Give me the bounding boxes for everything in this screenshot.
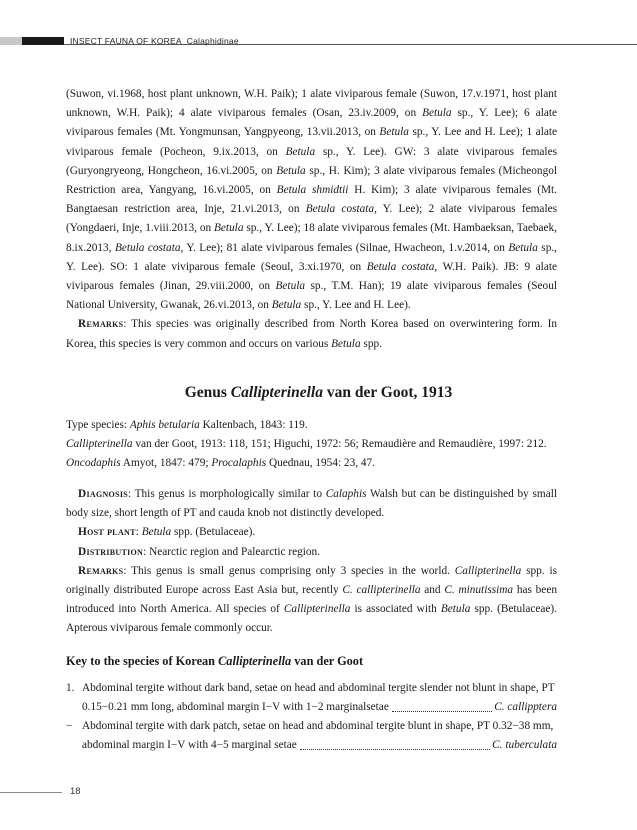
section-label: Remarks [78, 564, 124, 577]
running-header [70, 36, 239, 46]
key-couplet-number: 1. [66, 682, 75, 694]
text-run: , Y. Lee); 81 alate viviparous females (Silnae, Hwacheon, 1.v.2014, on [180, 241, 509, 254]
key-couplet-text: Abdominal tergite without dark band, setae on head and abdominal tergite slender not blunt in shape, PT [82, 682, 555, 694]
type-species-line [66, 416, 557, 435]
distribution-paragraph [66, 543, 557, 562]
leader-dots [392, 698, 492, 712]
italic-name: C. callipterinella [342, 584, 421, 597]
text-run: sp., Y. Lee and H. Lee); 1 alate viviparous female (Pocheon, 9.ix.2013, on [66, 126, 557, 158]
italic-name: Betula [141, 526, 172, 539]
material-examined [66, 85, 557, 354]
italic-name: Calaphis [325, 488, 367, 500]
text-run: spp. (Betulaceae). [171, 526, 256, 539]
italic-name: Betula [508, 241, 538, 254]
text-run: : [135, 526, 142, 539]
page-number: 18 [70, 786, 81, 797]
key-couplet [66, 717, 557, 755]
text-run: sp., Y. Lee). GW: 3 alate viviparous females (Guryongryeong, Hongcheon, 16.vi.2005, on [66, 145, 557, 177]
text-run: sp., Y. Lee). SO: 1 alate viviparous female (Seoul, 3.xi.1970, on [66, 241, 557, 273]
synonymy-line [66, 435, 557, 454]
text-run: spp. is originally distributed Europe across East Asia but, recently [66, 564, 557, 597]
text-run: : This species was originally described from North Korea based on overwintering form. In Korea, this species is very common and occurs on various [66, 318, 557, 350]
italic-name: Callipterinella [454, 564, 522, 577]
remarks-species [66, 315, 557, 353]
italic-name: Procalaphis [211, 457, 267, 470]
text-run: has been introduced into North America. All species of [66, 584, 557, 616]
text-run: (Suwon, vi.1968, host plant unknown, W.H. Paik); 1 alate viviparous female (Suwon, 17.v.1971, host plant unknown, W.H. Paik); 4 alate viviparous females (Osan, 23.iv.2009, on [66, 88, 557, 120]
remarks-genus [66, 562, 557, 639]
text-run: Walsh but can be distinguished by small body size, short length of PT and cauda knob not distinctly developed. [66, 488, 557, 520]
text-run: Genus [184, 384, 231, 401]
text-run: sp., H. Kim); 3 alate viviparous females (Micheongol Restriction area, Yangyang, 16.vi.2005, on [66, 164, 557, 197]
section-name: Calaphidinae [186, 36, 239, 46]
text-run: and [420, 584, 445, 597]
text-run: van der Goot, 1913: 118, 151; Higuchi, 1972: 56; Remaudière and Remaudière, 1997: 212. [132, 438, 547, 451]
italic-name: Betula [379, 126, 409, 139]
section-label: Distribution [78, 545, 144, 558]
key-couplet-text-cont: 0.15−0.21 mm long, abdominal margin I−V with 1−2 marginalsetae [82, 701, 389, 713]
italic-name: Betula [422, 107, 452, 120]
italic-name: Betula [213, 222, 244, 235]
italic-name: Callipterinella [230, 384, 323, 401]
identification-key [66, 679, 557, 755]
header-bar-light [0, 37, 22, 45]
diagnosis-paragraph [66, 485, 557, 523]
key-alternative-mark: − [66, 720, 73, 732]
text-run: H. Kim); 3 alate viviparous females (Mt. Bangtaesan restriction area, Inje, 21.vi.2013, on [66, 184, 557, 216]
text-run: sp., T.M. Han); 19 alate viviparous females (Seoul National University, Gwanak, 26.vi.2013, on [66, 280, 557, 312]
italic-name: Aphis betularia [129, 419, 200, 431]
key-species-name: C. callipptera [494, 701, 557, 713]
italic-name: Callipterinella [283, 603, 351, 616]
text-run: sp., Y. Lee and H. Lee). [301, 299, 411, 312]
footer-rule [0, 792, 62, 793]
text-run: sp., Y. Lee); 6 alate viviparous females (Mt. Yongmunsan, Yangpyeong, 13.vii.2013, on [66, 107, 557, 139]
text-run: is associated with [350, 603, 441, 616]
italic-name: Betula [271, 299, 302, 312]
italic-name: C. minutissima [444, 584, 514, 597]
text-run: , W.H. Paik). JB: 9 alate viviparous females (Jinan, 29.viii.2000, on [66, 260, 557, 293]
text-run: : Nearctic region and Palearctic region. [143, 545, 321, 558]
text-run: Type species: [66, 419, 130, 431]
text-run: spp. [360, 337, 382, 350]
synonymy-line [66, 454, 557, 473]
text-run: van der Goot, 1913 [322, 384, 453, 401]
italic-name: Betula costata [305, 203, 375, 216]
italic-name: Betula [440, 603, 471, 616]
text-run: sp., Y. Lee); 18 alate viviparous females (Mt. Hambaeksan, Taebaek, 8.ix.2013, [66, 222, 558, 254]
italic-name: Betula [276, 164, 306, 177]
text-run: Amyot, 1847: 479; [120, 457, 212, 470]
text-run: : This genus is small genus comprising only 3 species in the world. [123, 564, 455, 577]
text-run: van der Goot [291, 654, 364, 668]
text-run: spp. (Betulaceae). Apterous viviparous female commonly occur. [66, 603, 557, 635]
text-run: Kaltenbach, 1843: 119. [199, 419, 308, 431]
key-couplet [66, 679, 557, 717]
italic-name: Callipterinella [66, 438, 133, 451]
italic-name: Betula costata [114, 241, 181, 254]
material-paragraph [66, 85, 557, 315]
italic-name: Betula [331, 337, 361, 350]
header-bar-dark [22, 37, 64, 45]
key-heading [66, 654, 363, 669]
italic-name: Betula [285, 145, 316, 158]
genus-heading [0, 384, 637, 402]
text-run: : This genus is morphologically similar to [127, 488, 326, 500]
key-couplet-text: Abdominal tergite with dark patch, setae on head and abdominal tergite blunt in shape, PT 0.32−38 mm, [82, 720, 554, 732]
section-label: Remarks [78, 318, 124, 331]
section-label: Host plant [78, 526, 136, 539]
text-run: Key to the species of Korean [66, 654, 219, 668]
italic-name: Oncodaphis [66, 457, 121, 470]
synonymy-block [66, 416, 557, 474]
text-run: Quednau, 1954: 23, 47. [266, 457, 376, 470]
genus-description [66, 485, 557, 639]
text-run: , Y. Lee); 2 alate viviparous females (Yongdaeri, Inje, 1.viii.2013, on [66, 203, 557, 235]
italic-name: Betula [275, 280, 306, 293]
host-plant-paragraph [66, 523, 557, 542]
italic-name: Betula shmidtii [276, 184, 349, 197]
section-label: Diagnosis [78, 488, 128, 500]
leader-dots [300, 736, 490, 750]
key-species-name: C. tuberculata [492, 739, 557, 751]
journal-title: INSECT FAUNA OF KOREA [70, 36, 182, 46]
key-couplet-text-cont: abdominal margin I−V with 4−5 marginal setae [82, 739, 297, 751]
italic-name: Callipterinella [218, 654, 292, 668]
italic-name: Betula costata [366, 260, 435, 273]
